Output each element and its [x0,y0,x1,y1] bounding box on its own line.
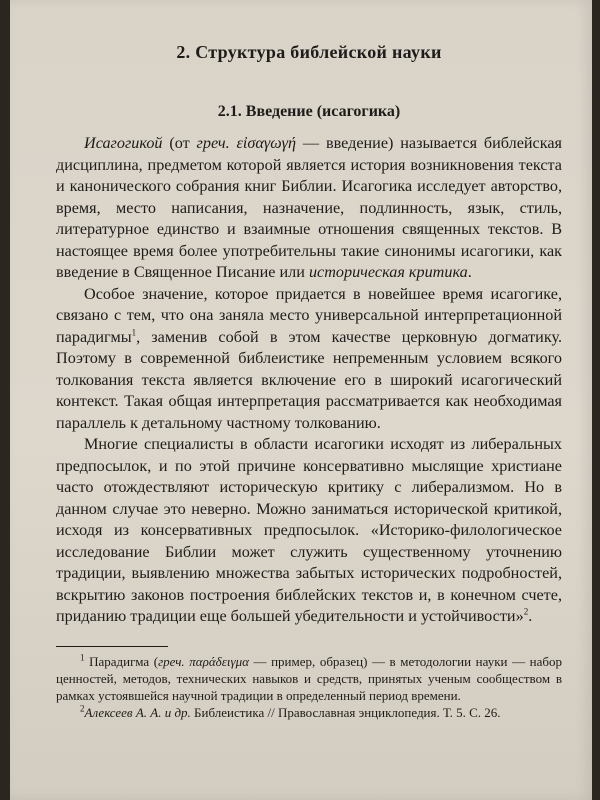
p2-text-b: , заменив собой в этом качестве церковную догматику. Поэтому в современной библеистике непременным условием всякого толкования текста является включение его в широкий исагогический контекст. Такая общая интерпретация рассматривается как необходимая параллель к детальному частному толкованию. [56,327,562,432]
fn1-text-a: Парадигма ( [84,653,159,669]
fn1-greek-word: παράδειγμα [184,653,249,669]
paragraph-3 [56,434,562,628]
paragraph-1 [56,133,562,284]
p3-text-b: . [528,607,533,625]
fn2-text: Библеистика // Православная энциклопедия. Т. 5. С. 26. [190,704,501,720]
chapter-title: 2. Структура библейской науки [176,42,442,62]
p1-text-c: . [467,263,472,281]
p1-text-a: (от [162,134,197,152]
term-historical-criticism: историческая критика [308,263,468,281]
term-isagogika: Исагогикой [84,134,163,152]
section-title: 2.1. Введение (исагогика) [217,103,401,120]
footnote-2-number: 2 [80,703,85,714]
footnote-1-number: 1 [80,652,85,663]
greek-word: εἰσαγωγή [229,134,297,152]
fn1-abbr-greek: греч. [158,653,185,669]
footnote-1 [56,653,562,704]
p3-text-a: Многие специалисты в области исагогики исходят из либеральных предпосылок, и по этой причине консервативно мыслящие христиане часто отождествляют историческую критику с либерализмом. Но в данном случае это неверно. Можно заниматься исторической критикой, исходя из консервативных предпосылок. «Историко-филологическое исследование Библии может служить существенному уточнению традиции, выявлению множества забытых исторических подробностей, вскрытию законов построения библейских текстов и, в конечном счете, приданию традиции еще большей убедительности и устойчивости» [56,435,562,625]
footnote-ref-1: 1 [131,327,137,338]
fn2-authors: Алексеев А. А. и др. [84,704,191,720]
footnote-divider [56,646,168,647]
p2-text-a: Особое значение, которое придается в новейшее время исагогике, связано с тем, что она заняла место универсальной интерпретационной парадигмы [56,284,562,346]
footnote-2 [56,704,562,721]
p1-text-b: — введение) называется библейская дисциплина, предметом которой является история возникновения текста и канонического собрания книг Библии. Исагогика исследует авторство, время, место написания, назначение, подлинность, язык, стиль, литературное единство и взаимные отношения священных текстов. В настоящее время более употребительны такие синонимы исагогики, как введение в Священное Писание или [56,134,562,281]
fn1-text-b: — пример, образец) — в методологии науки — набор ценностей, методов, технических навыков и средств, принятых ученым сообществом в рамках устоявшейся научной традиции в определенный период времени. [56,653,562,703]
abbr-greek: греч. [196,134,230,152]
book-page [10,0,592,800]
page-content [56,42,562,721]
paragraph-2 [56,284,562,435]
footnote-ref-2: 2 [523,606,529,617]
